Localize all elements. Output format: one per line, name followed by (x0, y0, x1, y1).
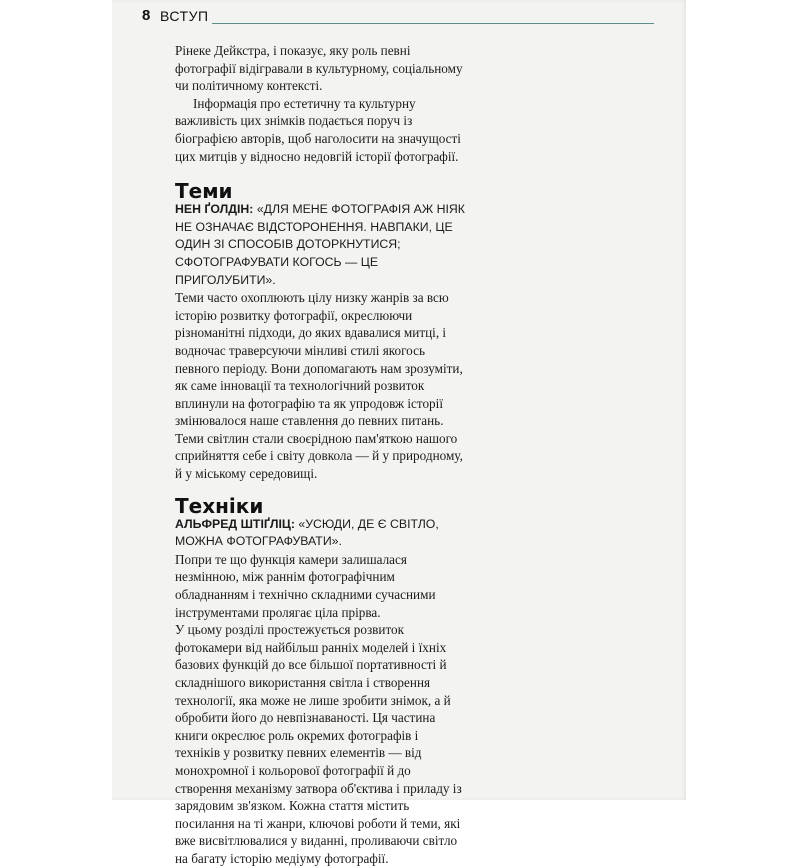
running-header (142, 6, 622, 26)
section-label: ВСТУП (160, 8, 209, 24)
text-column (175, 42, 465, 868)
intro-paragraph-1: Рінеке Дейкстра, і показує, яку роль певні фотографії відігравали в культурному, соціальному чи політичному контексті. (175, 43, 463, 94)
techniques-body-1: Попри те що функція камери залишалася незмінною, між раннім фотографічним обладнанням і технічно складними сучасними інструментами пролягає ціла прірва. (175, 551, 436, 620)
themes-quote-author: НЕН ҐОЛДІН: (175, 202, 254, 217)
techniques-quote (175, 516, 465, 551)
techniques-quote-text: «УСЮДИ, ДЕ Є СВІТЛО, МОЖНА ФОТОГРАФУВАТИ». (175, 516, 439, 549)
techniques-body-2: У цьому розділі простежується розвиток фотокамери від найбільш ранніх моделей і їхніх базових функцій до все більшої портативності й складнішого використання світла і створення технології, яка може не лише зробити знімок, а й обробити його до невпізнаваності. Ця частина книги окреслює роль окремих фотографів і техніків у розвитку певних елементів — від монохромної і кольорової фотографії й до створення механізму затвора об'єктива і приладу із зарядовим зв'язком. Кожна стаття містить посилання на ті жанри, ключові роботи й теми, які вже висвітлювалися у виданні, проливаючи світло на багату історію медіуму фотографії. (175, 622, 462, 866)
techniques-heading: Техніки (175, 493, 264, 518)
header-rule (212, 23, 654, 24)
page-number: 8 (142, 7, 151, 24)
intro-paragraph-2: Інформація про естетичну та культурну важливість цих знімків подається поруч із біографією авторів, щоб наголосити на значущості цих митців у відносно недовгій історії фотографії. (175, 95, 461, 164)
themes-quote (175, 201, 465, 289)
techniques-quote-author: АЛЬФРЕД ШТІҐЛІЦ: (175, 516, 295, 531)
themes-body: Теми часто охоплюють цілу низку жанрів за всю історію розвитку фотографії, окреслюючи різноманітні підходи, до яких вдавалися митці, і водночас траверсуючи мінливі стилі якогось певного періоду. Вони допомагають нам зрозуміти, як саме інновації та технологічний розвиток вплинули на фотографію та як упродовж історії змінювалося наше ставлення до певних питань. Теми світлин стали своєрідною пам'яткою нашого сприйняття себе і світу довкола — й у природному, й у міському середовищі. (175, 290, 463, 482)
themes-quote-text: «ДЛЯ МЕНЕ ФОТОГРАФІЯ АЖ НІЯК НЕ ОЗНАЧАЄ ВІДСТОРОНЕННЯ. НАВПАКИ, ЦЕ ОДИН ЗІ СПОСОБІВ ДОТОРКНУТИСЯ; СФОТОГРАФУВАТИ КОГОСЬ — ЦЕ ПРИГОЛУБИТИ». (175, 202, 465, 287)
themes-heading: Теми (175, 179, 233, 204)
